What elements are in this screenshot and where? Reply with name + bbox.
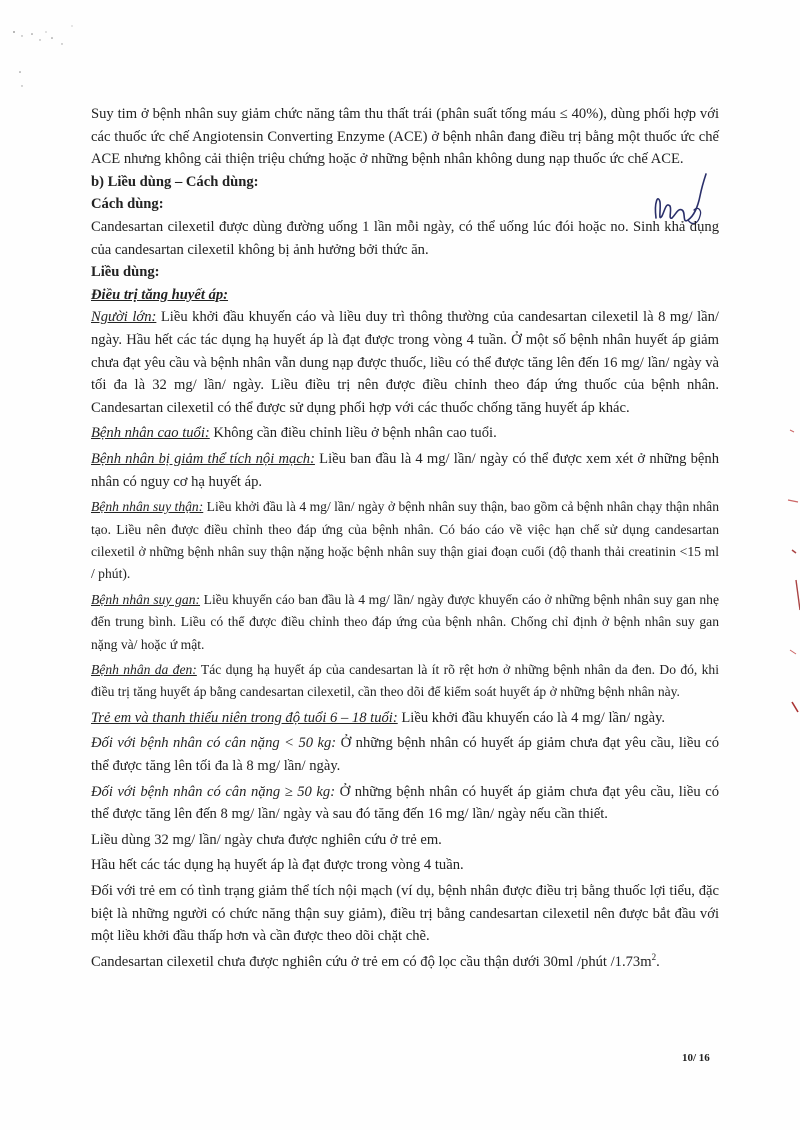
weight-under-50-label: Đối với bệnh nhân có cân nặng < 50 kg:	[91, 735, 337, 752]
elderly-dosage-paragraph	[91, 422, 719, 445]
intro-heart-failure-paragraph: Suy tim ở bệnh nhân suy giảm chức năng tâm thu thất trái (phân suất tống máu ≤ 40%), dùng phối hợp với các thuốc ức chế Angiotensin Converting Enzyme (ACE) ở bệnh nhân đang điều trị bằng một thuốc ức chế ACE nhưng không cải thiện triệu chứng hoặc ở những bệnh nhân không dung nạp thuốc ức chế ACE.	[91, 106, 719, 168]
gfr-paragraph	[91, 951, 719, 974]
hepatic-impairment-text: Liều khuyến cáo ban đầu là 4 mg/ lần/ ngày được khuyến cáo ở những bệnh nhân suy gan nhẹ đến trung bình. Liều có thể được điều chỉnh theo đáp ứng của bệnh nhân. Chống chỉ định ở bệnh nhân suy gan nặng và/ hoặc ứ mật.	[91, 591, 719, 652]
black-patients-text: Tác dụng hạ huyết áp của candesartan là ít rõ rệt hơn ở những bệnh nhân da đen. Do đó, khi điều trị tăng huyết áp bằng candesartan cilexetil, cần theo dõi để kiểm soát huyết áp ở những bệnh nhân này.	[91, 661, 720, 700]
scan-edge-marks	[770, 420, 800, 740]
elderly-dosage-text: Không cần điều chỉnh liều ở bệnh nhân cao tuổi.	[209, 425, 497, 442]
weight-over-50-label: Đối với bệnh nhân có cân nặng ≥ 50 kg:	[91, 783, 336, 800]
black-patients-label: Bệnh nhân da đen:	[91, 661, 197, 677]
administration-paragraph: Candesartan cilexetil được dùng đường uống 1 lần mỗi ngày, có thể uống lúc đói hoặc no. Sinh khả dụng của candesartan cilexetil không bị ảnh hưởng bởi thức ăn.	[91, 218, 719, 258]
adult-dosage-label: Người lớn:	[91, 309, 157, 326]
renal-impairment-label: Bệnh nhân suy thận:	[91, 499, 204, 515]
gfr-tail: .	[656, 953, 660, 970]
pediatric-dosage-paragraph	[91, 707, 719, 730]
four-week-effect-paragraph: Hầu hết các tác dụng hạ huyết áp là đạt được trong vòng 4 tuần.	[91, 857, 464, 874]
weight-under-50-paragraph	[91, 732, 719, 777]
elderly-dosage-label: Bệnh nhân cao tuổi:	[91, 425, 210, 442]
pediatric-dosage-label: Trẻ em và thanh thiếu niên trong độ tuổi 6 – 18 tuổi:	[91, 709, 398, 726]
pediatric-32mg-paragraph: Liều dùng 32 mg/ lần/ ngày chưa được nghiên cứu ở trẻ em.	[91, 831, 442, 848]
adult-dosage-text: Liều khởi đầu khuyến cáo và liều duy trì thông thường của candesartan cilexetil là 8 mg/ lần/ ngày. Hầu hết các tác dụng hạ huyết áp là đạt được trong vòng 4 tuần. Ở một số bệnh nhân huyết áp giảm chưa đạt yêu cầu và bệnh nhân vẫn dung nạp được thuốc, liều có thể được tăng lên đến 16 mg/ lần/ ngày và tối đa là 32 mg/ lần/ ngày. Liều điều trị nên được điều chỉnh theo đáp ứng thuốc của bệnh nhân. Candesartan cilexetil có thể được sử dụng phối hợp với các thuốc chống tăng huyết áp khác.	[91, 309, 719, 416]
pediatric-volume-depletion-paragraph: Đối với trẻ em có tình trạng giảm thể tích nội mạch (ví dụ, bệnh nhân được điều trị bằng thuốc lợi tiểu, đặc biệt là những người có chức năng thận suy giảm), điều trị bằng candesartan cilexetil nên được bắt đầu với một liều khởi đầu thấp hơn và cần được theo dõi chặt chẽ.	[91, 882, 719, 945]
hepatic-impairment-paragraph	[91, 589, 719, 656]
weight-under-50-text: Ở những bệnh nhân có huyết áp giảm chưa đạt yêu cầu, liều có thể được tăng lên tối đa là 8 mg/ lần/ ngày.	[91, 735, 719, 774]
gfr-superscript: 2	[651, 951, 657, 962]
dosage-administration-heading: b) Liều dùng – Cách dùng:	[91, 173, 259, 190]
adult-dosage-paragraph	[91, 306, 719, 419]
hepatic-impairment-label: Bệnh nhân suy gan:	[91, 591, 201, 607]
volume-depletion-label: Bệnh nhân bị giảm thể tích nội mạch:	[91, 450, 315, 467]
black-patients-paragraph	[91, 659, 719, 704]
scan-specks	[8, 14, 88, 94]
pediatric-dosage-text: Liều khởi đầu khuyến cáo là 4 mg/ lần/ ngày.	[397, 709, 666, 726]
renal-impairment-paragraph	[91, 496, 719, 586]
page-number: 10/ 16	[682, 1052, 710, 1064]
dosage-subheading: Liều dùng:	[91, 264, 160, 281]
administration-subheading: Cách dùng:	[91, 196, 164, 213]
hypertension-treatment-heading: Điều trị tăng huyết áp:	[91, 286, 229, 303]
weight-over-50-text: Ở những bệnh nhân có huyết áp giảm chưa đạt yêu cầu, liều có thể được tăng lên đến 8 mg/ lần/ ngày và sau đó tăng đến 16 mg/ lần/ ngày nếu cần thiết.	[91, 783, 719, 823]
gfr-text: Candesartan cilexetil chưa được nghiên cứu ở trẻ em có độ lọc cầu thận dưới 30ml /phút /1.73m	[91, 953, 652, 970]
document-body	[91, 103, 719, 973]
renal-impairment-text: Liều khởi đầu là 4 mg/ lần/ ngày ở bệnh nhân suy thận, bao gồm cả bệnh nhân chạy thận nhân tạo. Liều nên được điều chỉnh theo đáp ứng của bệnh nhân. Có báo cáo về việc hạn chế sử dụng candesartan cilexetil ở những bệnh nhân suy thận nặng hoặc bệnh nhân suy thận giai đoạn cuối (độ thanh thải creatinin <15 ml / phút).	[91, 499, 719, 582]
weight-over-50-paragraph	[91, 781, 719, 826]
volume-depletion-paragraph	[91, 448, 719, 493]
volume-depletion-text: Liều ban đầu là 4 mg/ lần/ ngày có thể được xem xét ở những bệnh nhân có nguy cơ hạ huyết áp.	[91, 450, 719, 490]
